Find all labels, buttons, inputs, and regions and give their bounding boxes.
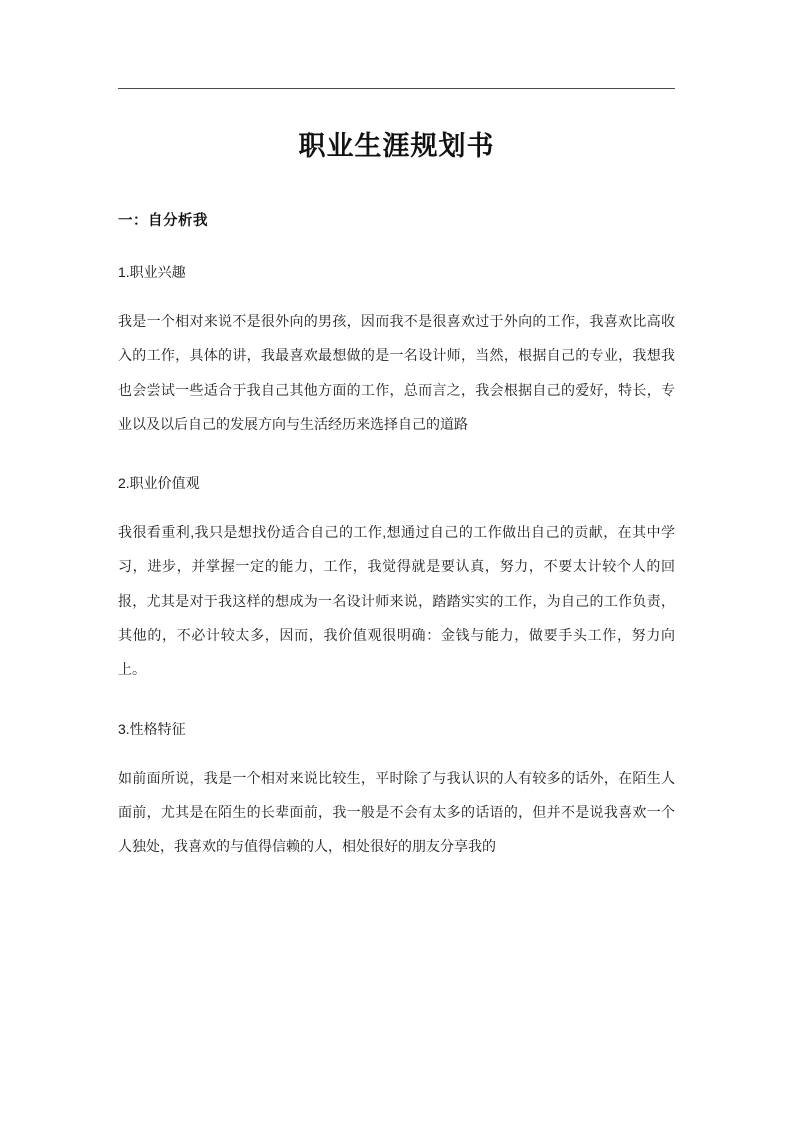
- page-title: 职业生涯规划书: [298, 131, 495, 161]
- paragraph-personality: 如前面所说，我是一个相对来说比较生，平时除了与我认识的人有较多的话外，在陌生人面前，尤其是在陌生的长辈面前，我一般是不会有太多的话语的，但并不是说我喜欢一个人独处，我喜欢的与值得信赖的人，相处很好的朋友分享我的: [118, 769, 675, 855]
- header-divider: [118, 88, 675, 89]
- subheading-career-interest: 1.职业兴趣: [118, 264, 186, 280]
- paragraph-career-interest: 我是一个相对来说不是很外向的男孩，因而我不是很喜欢过于外向的工作，我喜欢比高收入的工作，具体的讲，我最喜欢最想做的是一名设计师，当然，根据自己的专业，我想我也会尝试一些适合于我自己其他方面的工作，总而言之，我会根据自己的爱好，特长，专业以及以后自己的发展方向与生活经历来选择自己的道路: [118, 313, 675, 432]
- paragraph-career-values: 我很看重利,我只是想找份适合自己的工作,想通过自己的工作做出自己的贡献，在其中学习，进步，并掌握一定的能力，工作，我觉得就是要认真，努力，不要太计较个人的回报，尤其是对于我这样的想成为一名设计师来说，踏踏实实的工作，为自己的工作负责，其他的，不必计较太多，因而，我价值观很明确：金钱与能力，做要手头工作，努力向上。: [118, 524, 675, 678]
- subheading-personality: 3.性格特征: [118, 720, 186, 737]
- section-heading-1: 一：自分析我: [118, 213, 208, 229]
- subheading-career-values: 2.职业价值观: [118, 475, 200, 492]
